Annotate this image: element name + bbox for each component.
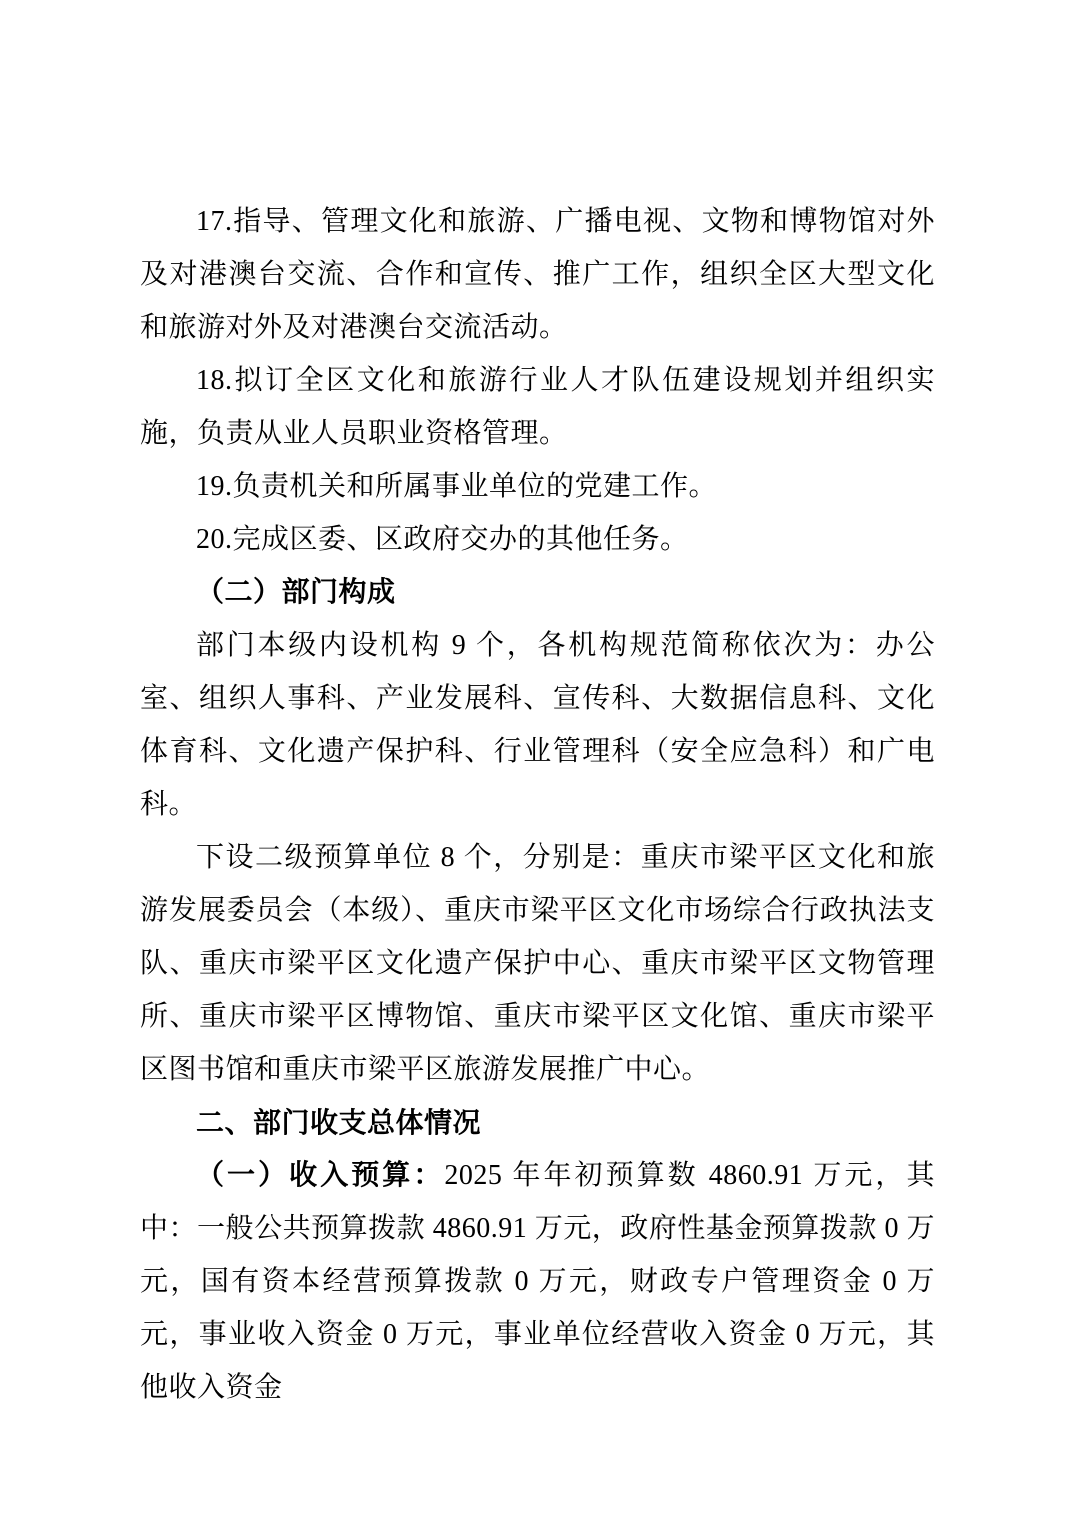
paragraph-internal-organizations: 部门本级内设机构 9 个，各机构规范简称依次为：办公室、组织人事科、产业发展科、宣传科、大数据信息科、文化体育科、文化遗产保护科、行业管理科（安全应急科）和广电科。: [140, 630, 935, 820]
document-content: [140, 195, 935, 1414]
income-budget-body: 2025 年年初预算数 4860.91 万元，其中：一般公共预算拨款 4860.91 万元，政府性基金预算拨款 0 万元，国有资本经营预算拨款 0 万元，财政专户管理资金 0 万元，事业收入资金 0 万元，事业单位经营收入资金 0 万元，其他收入资金: [140, 1160, 935, 1403]
paragraph-subordinate-budget-units: 下设二级预算单位 8 个，分别是：重庆市梁平区文化和旅游发展委员会（本级）、重庆市梁平区文化市场综合行政执法支队、重庆市梁平区文化遗产保护中心、重庆市梁平区文物管理所、重庆市梁平区博物馆、重庆市梁平区文化馆、重庆市梁平区图书馆和重庆市梁平区旅游发展推广中心。: [140, 842, 935, 1085]
paragraph-duty-17: 17.指导、管理文化和旅游、广播电视、文物和博物馆对外及对港澳台交流、合作和宣传、推广工作，组织全区大型文化和旅游对外及对港澳台交流活动。: [140, 206, 935, 343]
paragraph-duty-20: 20.完成区委、区政府交办的其他任务。: [196, 524, 689, 555]
paragraph-income-budget: [140, 1149, 935, 1414]
heading-budget-overview: 二、部门收支总体情况: [196, 1107, 482, 1138]
paragraph-duty-18: 18.拟订全区文化和旅游行业人才队伍建设规划并组织实施，负责从业人员职业资格管理。: [140, 365, 935, 449]
heading-department-composition: （二）部门构成: [196, 577, 396, 608]
income-budget-lead: （一）收入预算：: [196, 1160, 445, 1191]
paragraph-duty-19: 19.负责机关和所属事业单位的党建工作。: [196, 471, 718, 502]
